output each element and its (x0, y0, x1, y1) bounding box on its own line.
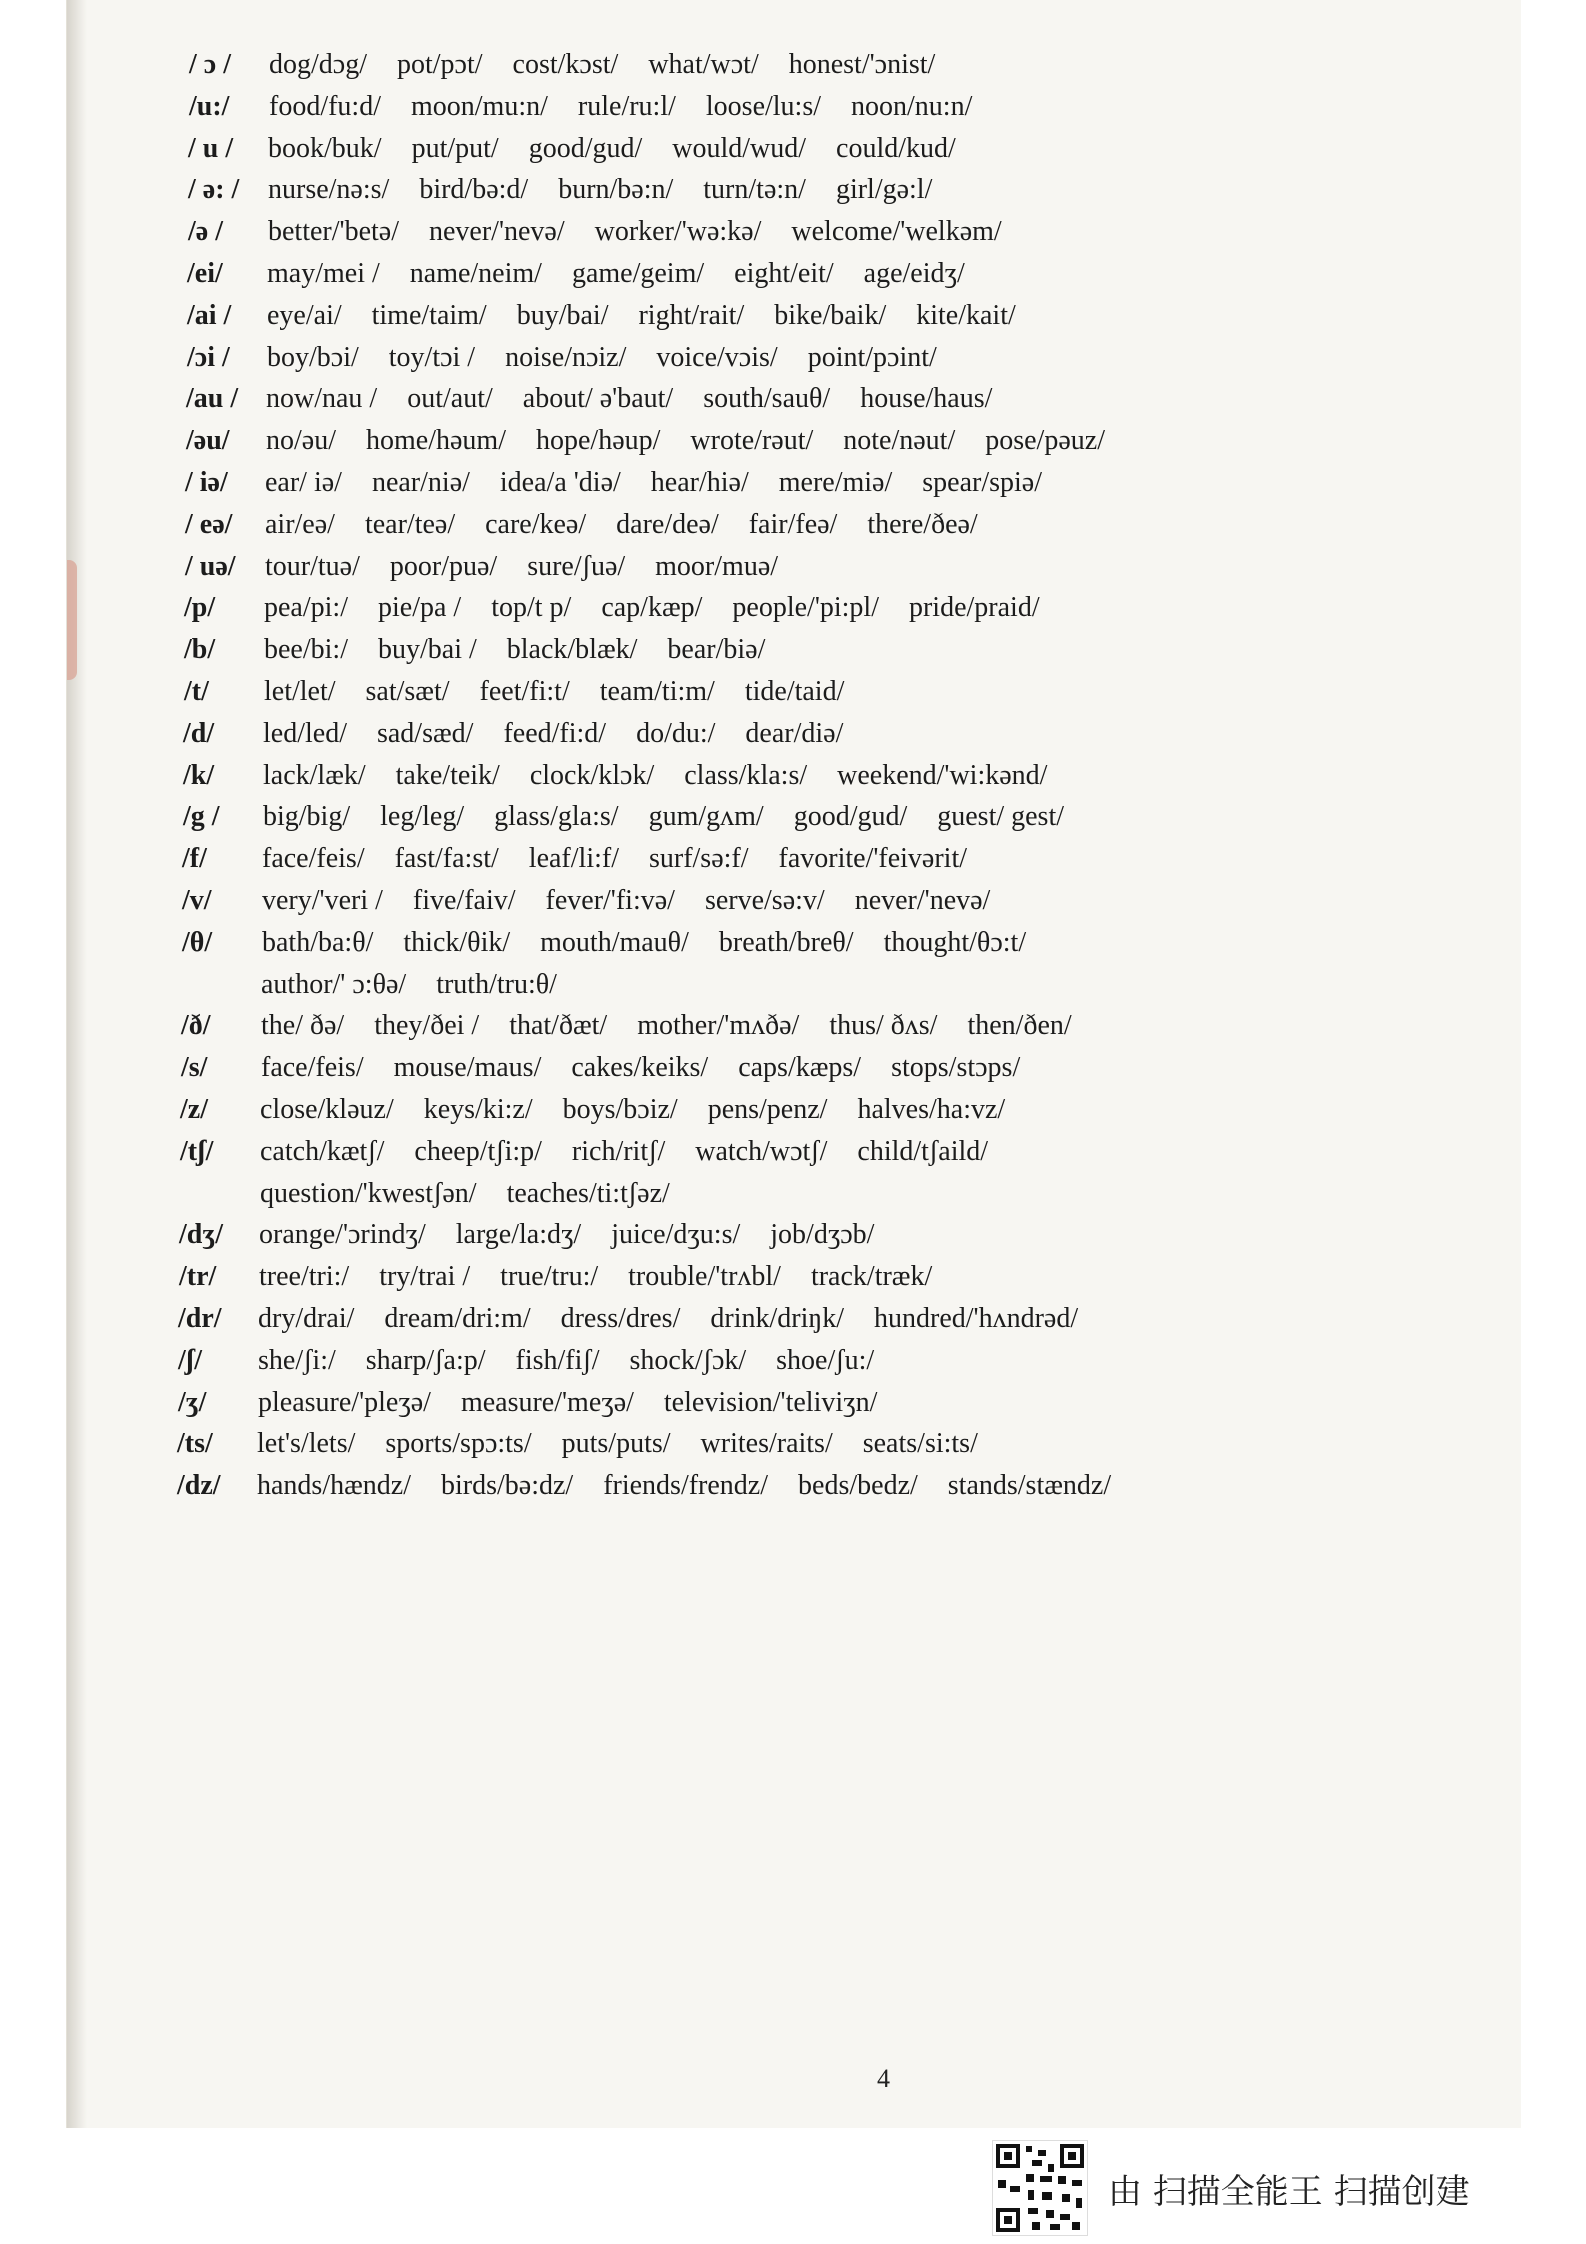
example-word: never/'nevə/ (854, 885, 991, 916)
phonetic-row (189, 86, 972, 128)
example-word: better/'betə/ (268, 216, 399, 248)
example-word: try/trai / (379, 1261, 471, 1293)
phonetic-row (180, 1131, 988, 1173)
example-word: fast/fa:st/ (394, 843, 499, 875)
phoneme-symbol: /əu/ (186, 425, 230, 457)
phonetic-row (185, 546, 778, 588)
example-word: sure/ʃuə/ (527, 550, 626, 582)
phoneme-symbol: / uə/ (185, 550, 236, 582)
phoneme-symbol: /f/ (182, 843, 207, 875)
phoneme-symbol: /g / (183, 801, 220, 833)
example-word: then/ðen/ (967, 1010, 1072, 1042)
phoneme-symbol: /tʃ/ (180, 1135, 214, 1167)
phonetic-row (187, 253, 965, 295)
phonetic-row (184, 671, 844, 713)
example-words (264, 676, 844, 708)
example-word: very/'veri / (262, 885, 383, 916)
example-word: birds/bə:dz/ (441, 1470, 574, 1502)
example-word: drink/driŋk/ (710, 1303, 844, 1334)
phoneme-symbol: /dʒ/ (179, 1219, 223, 1251)
example-words (262, 843, 967, 875)
example-word: watch/wɔtʃ/ (695, 1135, 828, 1167)
example-word: tree/tri:/ (259, 1261, 350, 1293)
example-word: five/faiv/ (412, 885, 516, 916)
example-word: mouse/maus/ (393, 1052, 542, 1084)
phonetic-row (178, 1340, 874, 1382)
example-word: book/buk/ (268, 132, 382, 164)
phoneme-symbol: / u / (188, 132, 234, 164)
example-word: eight/eit/ (734, 258, 834, 289)
example-word: bath/ba:θ/ (262, 926, 374, 958)
phonetic-row (177, 1465, 1111, 1507)
phonetic-row (184, 587, 1040, 629)
example-word: would/wud/ (672, 132, 807, 164)
example-word: age/eidʒ/ (863, 258, 965, 289)
example-word: true/tru:/ (500, 1261, 599, 1293)
example-word: house/haus/ (860, 383, 993, 415)
example-word: care/keə/ (485, 508, 587, 540)
example-word: nurse/nə:s/ (268, 174, 390, 206)
example-words (268, 216, 1002, 248)
example-word: sports/spɔ:ts/ (385, 1428, 532, 1460)
example-words (268, 133, 956, 165)
example-word: about/ ə'baut/ (522, 383, 674, 415)
example-words (262, 927, 1026, 959)
example-word: writes/raits/ (700, 1428, 833, 1460)
phonetic-row (178, 1298, 1078, 1340)
example-word: may/mei / (267, 258, 380, 289)
example-word: keys/ki:z/ (423, 1094, 533, 1125)
example-word: bear/biə/ (667, 634, 766, 666)
example-word: boys/bɔiz/ (562, 1094, 678, 1125)
example-word: never/'nevə/ (428, 216, 565, 248)
phonetic-row (189, 44, 935, 86)
phoneme-symbol: /dz/ (177, 1470, 221, 1502)
example-word: burn/bə:n/ (558, 174, 674, 206)
example-word: cheep/tʃi:p/ (414, 1135, 542, 1167)
example-word: clock/klɔk/ (529, 759, 655, 791)
example-word: orange/'ɔrindʒ/ (259, 1219, 426, 1251)
example-word: juice/dʒu:s/ (611, 1219, 741, 1251)
example-word: voice/vɔis/ (656, 341, 778, 373)
phonetic-row (183, 755, 1047, 797)
example-words (264, 634, 765, 666)
example-word: noon/nu:n/ (851, 90, 973, 122)
phoneme-symbol: /s/ (181, 1052, 208, 1084)
example-word: truth/tru:θ/ (436, 968, 557, 1000)
example-word: dear/diə/ (745, 717, 844, 749)
example-word: leg/leg/ (380, 801, 465, 833)
example-word: dare/deə/ (616, 508, 719, 540)
phoneme-symbol: /ʃ/ (178, 1344, 203, 1376)
example-words (261, 1052, 1020, 1084)
example-word: bike/baik/ (774, 299, 887, 331)
phonetic-row (183, 796, 1064, 838)
example-word: pride/praid/ (908, 592, 1040, 624)
example-word: mouth/mauθ/ (540, 926, 689, 958)
example-word: thick/θik/ (403, 926, 511, 958)
example-word: moor/muə/ (655, 550, 779, 582)
phonetic-row (187, 337, 937, 379)
phoneme-symbol: /t/ (184, 676, 209, 707)
example-word: question/'kwestʃən/ (260, 1177, 477, 1209)
example-word: cap/kæp/ (601, 592, 703, 624)
example-word: let's/lets/ (257, 1428, 356, 1460)
example-word: trouble/'trʌbl/ (628, 1261, 781, 1293)
example-word: food/fu:d/ (269, 90, 381, 122)
example-word: guest/ gest/ (937, 801, 1065, 833)
phonetic-row (182, 838, 967, 880)
example-word: good/gud/ (793, 801, 908, 833)
example-word: time/taim/ (371, 299, 487, 331)
phoneme-symbol: /b/ (184, 634, 216, 666)
phonetic-row (181, 964, 557, 1006)
phonetic-row (178, 1382, 877, 1424)
example-words (262, 885, 990, 917)
phoneme-symbol: /ə / (188, 216, 223, 248)
example-word: fair/feə/ (748, 508, 838, 540)
phonetic-row (186, 420, 1105, 462)
example-word: now/nau / (266, 383, 378, 415)
example-word: pie/pa / (377, 592, 462, 624)
example-word: pose/pəuz/ (985, 425, 1105, 457)
example-word: bee/bi:/ (264, 634, 348, 666)
example-word: could/kud/ (836, 132, 956, 164)
page-number: 4 (877, 2064, 890, 2093)
phonetic-row (187, 295, 1016, 337)
example-word: mere/miə/ (778, 467, 893, 498)
scanner-watermark (992, 2138, 1470, 2238)
example-word: pleasure/'pleʒə/ (258, 1386, 431, 1418)
example-word: thus/ ðʌs/ (829, 1010, 938, 1042)
example-word: cost/kɔst/ (512, 49, 619, 80)
example-word: idea/a 'diə/ (499, 467, 621, 498)
example-word: puts/puts/ (561, 1428, 671, 1460)
example-word: tour/tuə/ (265, 550, 360, 582)
example-word: caps/kæps/ (738, 1052, 862, 1084)
example-word: child/tʃaild/ (857, 1135, 989, 1167)
example-word: south/sauθ/ (703, 383, 831, 415)
phonetic-row (185, 504, 978, 546)
phonetic-row (182, 922, 1026, 964)
phoneme-symbol: /ei/ (187, 258, 223, 289)
phoneme-symbol: /k/ (183, 759, 215, 791)
example-word: favorite/'feivərit/ (778, 843, 968, 875)
example-word: dry/drai/ (258, 1303, 355, 1334)
phonetic-row (177, 1423, 978, 1465)
phoneme-symbol: /ts/ (177, 1428, 213, 1460)
example-word: fish/fiʃ/ (515, 1344, 600, 1376)
example-word: led/led/ (263, 717, 347, 749)
example-words (258, 1345, 874, 1377)
phonetic-row (182, 880, 990, 922)
qr-code-icon (992, 2140, 1088, 2236)
example-words (260, 1094, 1005, 1126)
example-word: pea/pi:/ (264, 592, 348, 624)
phoneme-symbol: /ɔi / (187, 341, 230, 373)
example-word: hope/həup/ (535, 425, 661, 457)
example-word: catch/kætʃ/ (260, 1135, 385, 1167)
example-word: moon/mu:n/ (411, 90, 548, 122)
example-word: home/həum/ (366, 425, 506, 457)
example-words (263, 801, 1064, 833)
example-word: pot/pɔt/ (397, 49, 483, 80)
example-word: big/big/ (263, 801, 351, 833)
example-word: team/ti:m/ (599, 676, 715, 707)
phonetic-row (188, 128, 956, 170)
example-word: gum/gʌm/ (648, 801, 764, 833)
example-word: noise/nɔiz/ (505, 341, 627, 373)
example-word: top/t p/ (491, 592, 572, 624)
phoneme-symbol: /dr/ (178, 1303, 222, 1334)
phonetic-row (186, 378, 992, 420)
example-word: let/let/ (264, 676, 336, 707)
phoneme-symbol: / ə: / (188, 174, 240, 206)
phoneme-symbol: /p/ (184, 592, 216, 624)
example-word: lack/læk/ (263, 759, 366, 791)
example-words (266, 425, 1105, 457)
example-word: track/træk/ (810, 1261, 933, 1293)
example-word: shock/ʃɔk/ (629, 1344, 747, 1376)
example-word: dog/dɔg/ (269, 49, 367, 80)
example-word: people/'pi:pl/ (732, 592, 879, 624)
example-word: serve/sə:v/ (704, 885, 825, 916)
example-word: large/la:dʒ/ (455, 1219, 582, 1251)
example-words (267, 258, 965, 290)
example-words (259, 1261, 932, 1293)
example-word: honest/'ɔnist/ (788, 49, 936, 80)
example-words (263, 760, 1047, 792)
example-word: there/ðeə/ (867, 508, 978, 540)
example-word: television/'teliviʒn/ (663, 1386, 878, 1418)
phonetic-row (188, 169, 932, 211)
example-word: beds/bedz/ (798, 1470, 918, 1502)
example-words (261, 969, 557, 1001)
example-word: name/neim/ (409, 258, 542, 289)
example-word: weekend/'wi:kənd/ (837, 759, 1048, 791)
example-word: kite/kait/ (916, 299, 1016, 331)
example-words (257, 1428, 978, 1460)
phonetic-row (180, 1089, 1005, 1131)
phonetic-row (183, 713, 843, 755)
example-word: job/dʒɔb/ (770, 1219, 875, 1251)
example-words (269, 49, 935, 81)
example-word: ear/ iə/ (265, 467, 342, 498)
example-word: that/ðæt/ (509, 1010, 608, 1042)
example-word: point/pɔint/ (807, 341, 937, 373)
example-word: teaches/ti:tʃəz/ (506, 1177, 670, 1209)
example-word: author/' ɔ:θə/ (261, 968, 407, 1000)
example-word: sat/sæt/ (365, 676, 450, 707)
example-word: welcome/'welkəm/ (791, 216, 1002, 248)
example-word: buy/bai/ (516, 299, 609, 331)
phonetic-row (180, 1173, 670, 1215)
example-word: feet/fi:t/ (479, 676, 570, 707)
example-word: hear/hiə/ (650, 467, 749, 498)
example-words (257, 1470, 1111, 1502)
example-word: near/niə/ (371, 467, 470, 498)
example-word: out/aut/ (407, 383, 493, 415)
example-word: fever/'fi:və/ (545, 885, 675, 916)
phoneme-symbol: /θ/ (182, 926, 213, 958)
example-word: do/du:/ (636, 717, 716, 749)
example-word: right/rait/ (638, 299, 745, 331)
example-word: rich/ritʃ/ (571, 1135, 666, 1167)
phoneme-symbol: / eə/ (185, 508, 233, 540)
example-word: eye/ai/ (267, 299, 342, 331)
phonetic-row (179, 1214, 874, 1256)
example-word: black/blæk/ (506, 634, 638, 666)
example-words (265, 551, 778, 583)
example-word: buy/bai / (377, 634, 477, 666)
example-word: what/wɔt/ (648, 49, 759, 80)
phoneme-symbol: /z/ (180, 1094, 208, 1125)
example-word: spear/spiə/ (922, 467, 1042, 498)
phoneme-symbol: / iə/ (185, 467, 228, 498)
example-word: note/nəut/ (843, 425, 956, 457)
watermark-text: 由 扫描全能王 扫描创建 (1108, 2171, 1470, 2212)
example-word: tear/teə/ (364, 508, 456, 540)
example-words (268, 174, 932, 206)
phoneme-symbol: /ʒ/ (178, 1386, 207, 1418)
phonetic-row (188, 211, 1002, 253)
example-word: game/geim/ (571, 258, 705, 289)
phonetic-row (179, 1256, 932, 1298)
example-words (258, 1387, 877, 1419)
example-word: close/kləuz/ (260, 1094, 394, 1125)
example-word: take/teik/ (395, 759, 500, 791)
example-word: mother/'mʌðə/ (637, 1010, 800, 1042)
example-word: rule/ru:l/ (577, 90, 676, 122)
phoneme-symbol: /d/ (183, 717, 215, 749)
phoneme-symbol: /au / (186, 383, 239, 415)
example-word: dream/dri:m/ (384, 1303, 531, 1334)
example-words (267, 300, 1016, 332)
example-word: friends/frendz/ (603, 1470, 769, 1502)
example-word: measure/'meʒə/ (460, 1386, 634, 1418)
example-word: tide/taid/ (744, 676, 845, 707)
example-word: breath/breθ/ (718, 926, 854, 958)
example-word: they/ðei / (374, 1010, 480, 1042)
example-word: wrote/rəut/ (690, 425, 814, 457)
example-words (258, 1303, 1078, 1335)
example-word: face/feis/ (261, 1052, 364, 1084)
example-words (264, 592, 1040, 624)
example-word: hundred/'hʌndrəd/ (874, 1303, 1079, 1334)
example-word: feed/fi:d/ (503, 717, 607, 749)
phoneme-symbol: /ai / (187, 299, 232, 331)
example-word: girl/gə:l/ (835, 174, 933, 206)
phoneme-symbol: /tr/ (179, 1261, 217, 1293)
example-word: poor/puə/ (389, 550, 498, 582)
example-word: shoe/ʃu:/ (776, 1344, 875, 1376)
example-word: pens/penz/ (707, 1094, 828, 1125)
example-word: seats/si:ts/ (862, 1428, 978, 1460)
example-word: leaf/li:f/ (528, 843, 619, 875)
scanned-page (66, 0, 1521, 2128)
example-word: air/eə/ (265, 508, 335, 540)
phoneme-symbol: /v/ (182, 885, 212, 916)
example-word: turn/tə:n/ (703, 174, 806, 206)
example-words (259, 1219, 874, 1251)
example-word: face/feis/ (262, 843, 365, 875)
example-words (265, 509, 978, 541)
phonetic-row (184, 629, 765, 671)
example-word: stands/stændz/ (947, 1470, 1112, 1502)
example-word: boy/bɔi/ (267, 341, 359, 373)
example-word: surf/sə:f/ (648, 843, 749, 875)
example-word: loose/lu:s/ (705, 90, 822, 122)
example-words (260, 1136, 988, 1168)
example-word: worker/'wə:kə/ (594, 216, 762, 248)
example-word: good/gud/ (528, 132, 643, 164)
phonetic-row (185, 462, 1042, 504)
example-word: put/put/ (411, 132, 499, 164)
example-words (263, 718, 843, 750)
example-word: bird/bə:d/ (419, 174, 529, 206)
example-word: the/ ðə/ (261, 1010, 345, 1042)
example-word: sad/sæd/ (376, 717, 474, 749)
example-words (265, 467, 1042, 499)
phoneme-symbol: / ɔ / (189, 49, 231, 80)
example-word: sharp/ʃa:p/ (365, 1344, 486, 1376)
example-word: thought/θɔ:t/ (883, 926, 1027, 958)
example-word: cakes/keiks/ (571, 1052, 709, 1084)
example-words (261, 1010, 1072, 1042)
phonetic-row (181, 1047, 1020, 1089)
example-word: no/əu/ (266, 425, 336, 457)
example-word: glass/gla:s/ (494, 801, 619, 833)
phoneme-symbol: /ð/ (181, 1010, 211, 1042)
example-word: halves/ha:vz/ (857, 1094, 1006, 1125)
example-word: she/ʃi:/ (258, 1344, 336, 1376)
example-word: hands/hændz/ (257, 1470, 411, 1502)
example-word: toy/tɔi / (388, 341, 476, 373)
phonetic-row (181, 1005, 1072, 1047)
example-words (269, 91, 972, 123)
example-word: stops/stɔps/ (891, 1052, 1021, 1084)
phoneme-symbol: /u:/ (189, 90, 230, 122)
example-words (266, 383, 992, 415)
example-word: class/kla:s/ (684, 759, 808, 791)
example-word: dress/dres/ (560, 1303, 681, 1334)
example-words (260, 1178, 670, 1210)
example-words (267, 342, 937, 374)
